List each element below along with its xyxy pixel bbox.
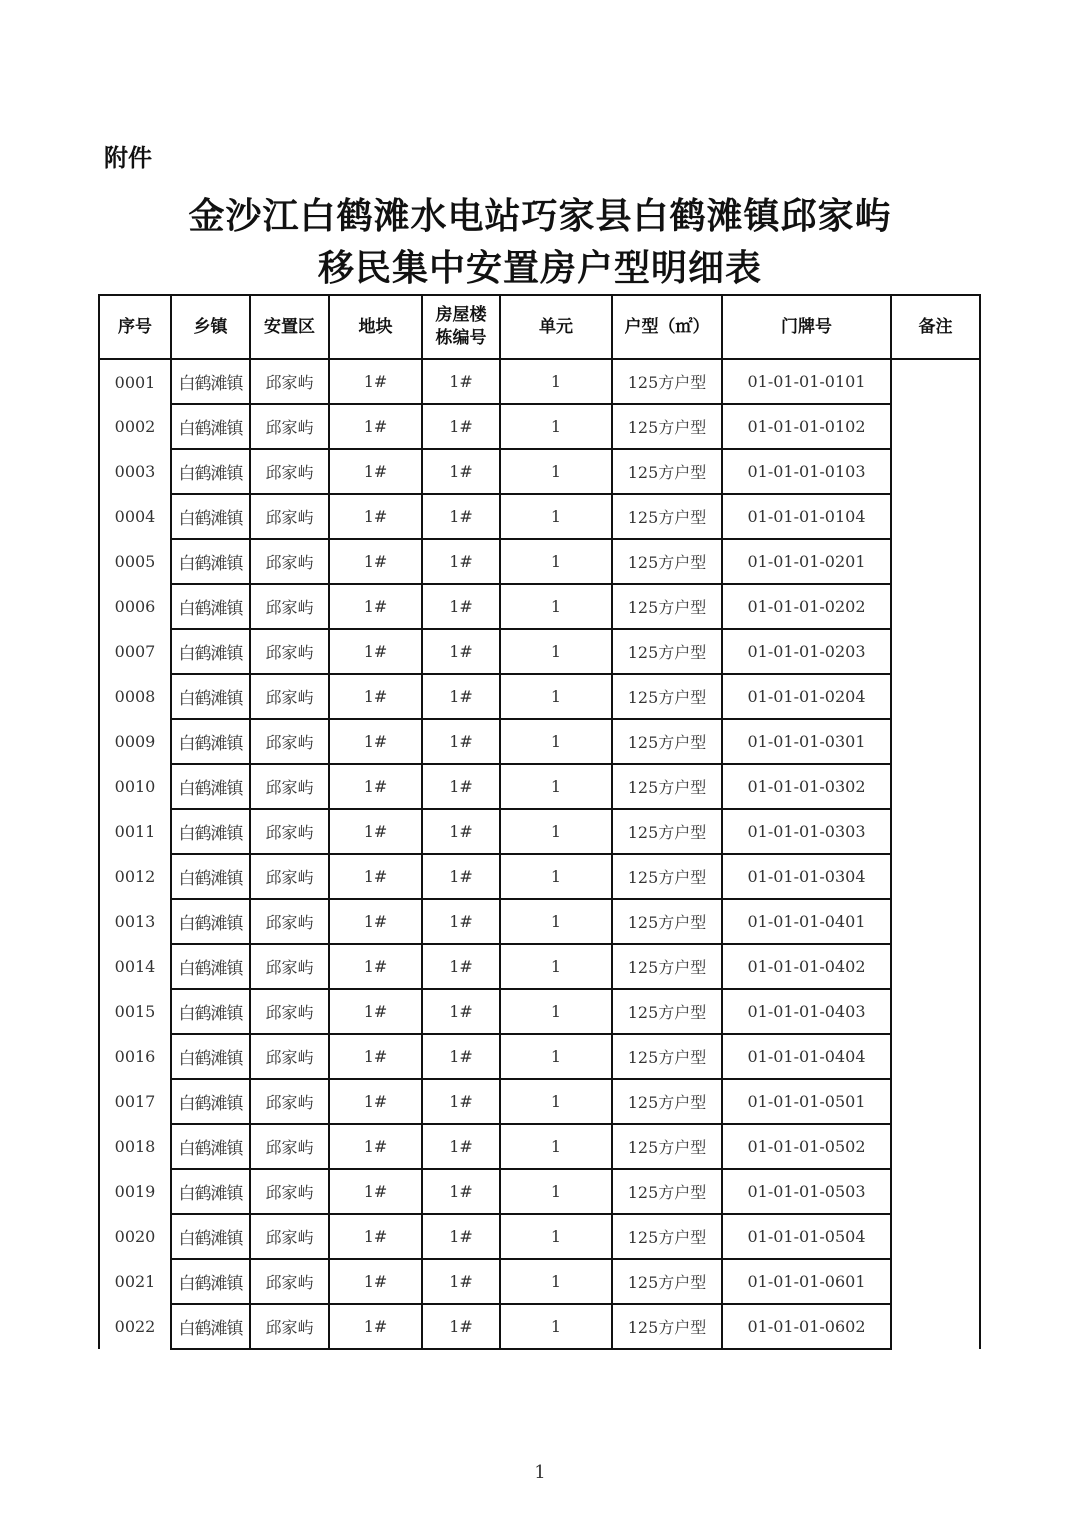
table-row [99,629,980,674]
door-number-cell: 01-01-01-0404 [722,1034,891,1079]
area-cell: 邱家屿 [250,1214,329,1259]
unit-cell: 1 [500,854,612,899]
document-title-line-1: 金沙江白鹤滩水电站巧家县白鹤滩镇邱家屿 [188,195,892,237]
remark-cell [891,1079,980,1124]
header-town: 乡镇 [171,295,250,359]
table-row [99,404,980,449]
unit-cell: 1 [500,1169,612,1214]
town-cell: 白鹤滩镇 [171,584,250,629]
unit-cell: 1 [500,809,612,854]
house-type-cell: 125方户型 [612,719,722,764]
page-number: 1 [534,1462,546,1483]
plot-cell: 1# [329,449,422,494]
seq-cell: 0010 [99,764,171,809]
house-type-cell: 125方户型 [612,629,722,674]
unit-cell: 1 [500,629,612,674]
door-number-cell: 01-01-01-0401 [722,899,891,944]
remark-cell [891,494,980,539]
building-cell: 1# [422,449,500,494]
area-cell: 邱家屿 [250,449,329,494]
area-cell: 邱家屿 [250,944,329,989]
header-building-line-2: 栋编号 [435,328,487,348]
town-cell: 白鹤滩镇 [171,1169,250,1214]
remark-cell [891,539,980,584]
unit-cell: 1 [500,944,612,989]
unit-cell: 1 [500,494,612,539]
seq-cell: 0001 [99,359,171,404]
seq-cell: 0008 [99,674,171,719]
door-number-cell: 01-01-01-0103 [722,449,891,494]
table-row [99,1304,980,1349]
remark-cell [891,764,980,809]
remark-cell [891,719,980,764]
table-row [99,539,980,584]
seq-cell: 0019 [99,1169,171,1214]
area-cell: 邱家屿 [250,764,329,809]
door-number-cell: 01-01-01-0304 [722,854,891,899]
plot-cell: 1# [329,404,422,449]
area-cell: 邱家屿 [250,674,329,719]
house-type-cell: 125方户型 [612,1124,722,1169]
building-cell: 1# [422,899,500,944]
table-row [99,449,980,494]
town-cell: 白鹤滩镇 [171,989,250,1034]
remark-cell [891,404,980,449]
unit-cell: 1 [500,1304,612,1349]
remark-cell [891,449,980,494]
building-cell: 1# [422,944,500,989]
table-row [99,359,980,404]
town-cell: 白鹤滩镇 [171,494,250,539]
seq-cell: 0021 [99,1259,171,1304]
building-cell: 1# [422,1169,500,1214]
town-cell: 白鹤滩镇 [171,809,250,854]
seq-cell: 0013 [99,899,171,944]
plot-cell: 1# [329,629,422,674]
town-cell: 白鹤滩镇 [171,629,250,674]
house-type-cell: 125方户型 [612,449,722,494]
door-number-cell: 01-01-01-0204 [722,674,891,719]
seq-cell: 0007 [99,629,171,674]
seq-cell: 0012 [99,854,171,899]
house-type-cell: 125方户型 [612,494,722,539]
area-cell: 邱家屿 [250,899,329,944]
remark-cell [891,944,980,989]
seq-cell: 0003 [99,449,171,494]
area-cell: 邱家屿 [250,1079,329,1124]
plot-cell: 1# [329,584,422,629]
town-cell: 白鹤滩镇 [171,1079,250,1124]
door-number-cell: 01-01-01-0104 [722,494,891,539]
header-remark: 备注 [891,295,980,359]
plot-cell: 1# [329,539,422,584]
attachment-label: 附件 [104,144,152,172]
house-type-cell: 125方户型 [612,989,722,1034]
house-type-cell: 125方户型 [612,674,722,719]
unit-cell: 1 [500,539,612,584]
area-cell: 邱家屿 [250,1304,329,1349]
building-cell: 1# [422,584,500,629]
unit-cell: 1 [500,1214,612,1259]
table-row [99,899,980,944]
building-cell: 1# [422,1079,500,1124]
plot-cell: 1# [329,1079,422,1124]
building-cell: 1# [422,1124,500,1169]
remark-cell [891,1169,980,1214]
table-row [99,989,980,1034]
building-cell: 1# [422,1034,500,1079]
house-type-cell: 125方户型 [612,1304,722,1349]
building-cell: 1# [422,404,500,449]
area-cell: 邱家屿 [250,359,329,404]
plot-cell: 1# [329,719,422,764]
table-row [99,1079,980,1124]
unit-cell: 1 [500,1259,612,1304]
unit-cell: 1 [500,899,612,944]
building-cell: 1# [422,1259,500,1304]
plot-cell: 1# [329,1304,422,1349]
remark-cell [891,809,980,854]
unit-cell: 1 [500,584,612,629]
town-cell: 白鹤滩镇 [171,539,250,584]
house-type-cell: 125方户型 [612,854,722,899]
table-row [99,584,980,629]
seq-cell: 0020 [99,1214,171,1259]
remark-cell [891,359,980,404]
remark-cell [891,1259,980,1304]
housing-detail-table [98,294,981,1350]
plot-cell: 1# [329,854,422,899]
header-house-type: 户型（㎡） [612,295,722,359]
door-number-cell: 01-01-01-0602 [722,1304,891,1349]
building-cell: 1# [422,359,500,404]
remark-cell [891,1034,980,1079]
house-type-cell: 125方户型 [612,404,722,449]
unit-cell: 1 [500,989,612,1034]
area-cell: 邱家屿 [250,809,329,854]
door-number-cell: 01-01-01-0201 [722,539,891,584]
door-number-cell: 01-01-01-0202 [722,584,891,629]
town-cell: 白鹤滩镇 [171,1304,250,1349]
area-cell: 邱家屿 [250,539,329,584]
seq-cell: 0018 [99,1124,171,1169]
house-type-cell: 125方户型 [612,1259,722,1304]
seq-cell: 0002 [99,404,171,449]
town-cell: 白鹤滩镇 [171,854,250,899]
building-cell: 1# [422,854,500,899]
unit-cell: 1 [500,404,612,449]
door-number-cell: 01-01-01-0503 [722,1169,891,1214]
plot-cell: 1# [329,1034,422,1079]
unit-cell: 1 [500,719,612,764]
plot-cell: 1# [329,674,422,719]
seq-cell: 0017 [99,1079,171,1124]
house-type-cell: 125方户型 [612,944,722,989]
building-cell: 1# [422,539,500,584]
area-cell: 邱家屿 [250,1034,329,1079]
header-seq: 序号 [99,295,171,359]
unit-cell: 1 [500,1124,612,1169]
house-type-cell: 125方户型 [612,809,722,854]
area-cell: 邱家屿 [250,584,329,629]
unit-cell: 1 [500,674,612,719]
door-number-cell: 01-01-01-0302 [722,764,891,809]
town-cell: 白鹤滩镇 [171,1124,250,1169]
plot-cell: 1# [329,944,422,989]
table-row [99,1259,980,1304]
table-row [99,1124,980,1169]
header-building-line-1: 房屋楼 [435,305,487,325]
table-row [99,1214,980,1259]
table-row [99,944,980,989]
header-resettlement-area: 安置区 [250,295,329,359]
unit-cell: 1 [500,1034,612,1079]
house-type-cell: 125方户型 [612,764,722,809]
town-cell: 白鹤滩镇 [171,944,250,989]
table-row [99,674,980,719]
area-cell: 邱家屿 [250,854,329,899]
building-cell: 1# [422,764,500,809]
building-cell: 1# [422,1214,500,1259]
town-cell: 白鹤滩镇 [171,1259,250,1304]
building-cell: 1# [422,719,500,764]
area-cell: 邱家屿 [250,494,329,539]
remark-cell [891,899,980,944]
plot-cell: 1# [329,359,422,404]
seq-cell: 0011 [99,809,171,854]
header-building-number [422,295,500,359]
document-title-line-2: 移民集中安置房户型明细表 [317,247,762,289]
plot-cell: 1# [329,1124,422,1169]
seq-cell: 0005 [99,539,171,584]
header-plot: 地块 [329,295,422,359]
town-cell: 白鹤滩镇 [171,449,250,494]
area-cell: 邱家屿 [250,1169,329,1214]
table-row [99,1034,980,1079]
table-row [99,764,980,809]
remark-cell [891,629,980,674]
seq-cell: 0022 [99,1304,171,1349]
unit-cell: 1 [500,359,612,404]
building-cell: 1# [422,989,500,1034]
area-cell: 邱家屿 [250,1259,329,1304]
house-type-cell: 125方户型 [612,1169,722,1214]
table-row [99,1169,980,1214]
plot-cell: 1# [329,989,422,1034]
town-cell: 白鹤滩镇 [171,674,250,719]
plot-cell: 1# [329,1169,422,1214]
header-unit: 单元 [500,295,612,359]
door-number-cell: 01-01-01-0502 [722,1124,891,1169]
remark-cell [891,1304,980,1349]
town-cell: 白鹤滩镇 [171,719,250,764]
building-cell: 1# [422,674,500,719]
plot-cell: 1# [329,1214,422,1259]
door-number-cell: 01-01-01-0501 [722,1079,891,1124]
town-cell: 白鹤滩镇 [171,1034,250,1079]
door-number-cell: 01-01-01-0301 [722,719,891,764]
door-number-cell: 01-01-01-0403 [722,989,891,1034]
house-type-cell: 125方户型 [612,1214,722,1259]
door-number-cell: 01-01-01-0601 [722,1259,891,1304]
remark-cell [891,1214,980,1259]
building-cell: 1# [422,1304,500,1349]
table-row [99,854,980,899]
plot-cell: 1# [329,899,422,944]
door-number-cell: 01-01-01-0203 [722,629,891,674]
seq-cell: 0004 [99,494,171,539]
door-number-cell: 01-01-01-0402 [722,944,891,989]
plot-cell: 1# [329,494,422,539]
door-number-cell: 01-01-01-0504 [722,1214,891,1259]
town-cell: 白鹤滩镇 [171,359,250,404]
building-cell: 1# [422,494,500,539]
plot-cell: 1# [329,809,422,854]
remark-cell [891,854,980,899]
seq-cell: 0006 [99,584,171,629]
house-type-cell: 125方户型 [612,1034,722,1079]
seq-cell: 0009 [99,719,171,764]
house-type-cell: 125方户型 [612,359,722,404]
door-number-cell: 01-01-01-0101 [722,359,891,404]
seq-cell: 0014 [99,944,171,989]
remark-cell [891,584,980,629]
door-number-cell: 01-01-01-0102 [722,404,891,449]
table-header-row [99,295,980,359]
header-door-number: 门牌号 [722,295,891,359]
town-cell: 白鹤滩镇 [171,404,250,449]
area-cell: 邱家屿 [250,989,329,1034]
seq-cell: 0016 [99,1034,171,1079]
area-cell: 邱家屿 [250,404,329,449]
area-cell: 邱家屿 [250,629,329,674]
remark-cell [891,674,980,719]
table-body [99,359,980,1349]
seq-cell: 0015 [99,989,171,1034]
table-row [99,719,980,764]
town-cell: 白鹤滩镇 [171,899,250,944]
plot-cell: 1# [329,764,422,809]
house-type-cell: 125方户型 [612,899,722,944]
unit-cell: 1 [500,449,612,494]
table-row [99,494,980,539]
table-row [99,809,980,854]
building-cell: 1# [422,629,500,674]
plot-cell: 1# [329,1259,422,1304]
area-cell: 邱家屿 [250,1124,329,1169]
house-type-cell: 125方户型 [612,539,722,584]
remark-cell [891,989,980,1034]
door-number-cell: 01-01-01-0303 [722,809,891,854]
house-type-cell: 125方户型 [612,584,722,629]
remark-cell [891,1124,980,1169]
unit-cell: 1 [500,1079,612,1124]
unit-cell: 1 [500,764,612,809]
area-cell: 邱家屿 [250,719,329,764]
town-cell: 白鹤滩镇 [171,764,250,809]
building-cell: 1# [422,809,500,854]
town-cell: 白鹤滩镇 [171,1214,250,1259]
house-type-cell: 125方户型 [612,1079,722,1124]
